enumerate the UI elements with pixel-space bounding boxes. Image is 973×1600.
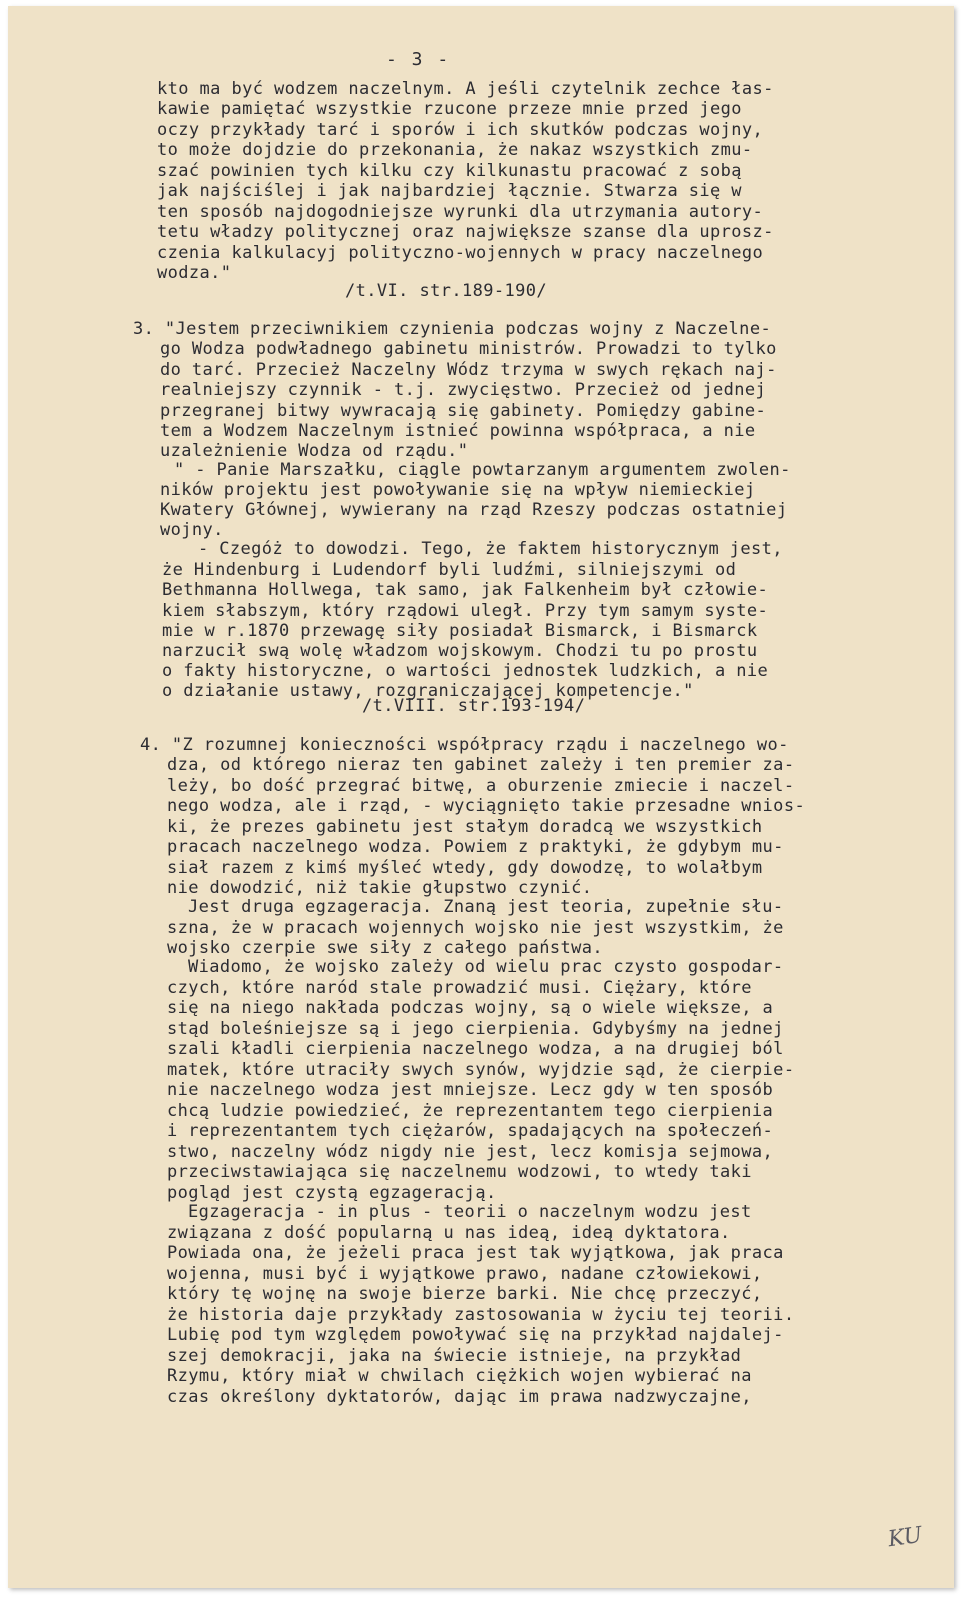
text-line: Egzageracja - in plus - teorii o naczelnym wodzu jest xyxy=(188,1202,752,1222)
text-line: stwo, naczelny wódz nigdy nie jest, lecz komisja sejmowa, xyxy=(167,1142,774,1162)
text-line: szać powinien tych kilku czy kilkunastu pracować z sobą xyxy=(157,161,742,181)
text-line: szna, że w pracach wojennych wojsko nie jest wszystkim, że xyxy=(167,918,784,938)
text-line: matek, które utraciły swych synów, wyjdzie sąd, że cierpie- xyxy=(167,1060,795,1080)
text-line: o fakty historyczne, o wartości jednostek ludzkich, a nie xyxy=(162,661,769,681)
text-line: wojenna, musi być i wyjątkowe prawo, nadane człowiekowi, xyxy=(167,1264,763,1284)
text-line: uzależnienie Wodza od rządu." xyxy=(160,441,469,461)
text-line: szali kładli cierpienia naczelnego wodza, a na drugiej ból xyxy=(167,1039,784,1059)
text-line: 4. "Z rozumnej konieczności współpracy rządu i naczelnego wo- xyxy=(140,735,789,755)
text-line: leży, bo dość przegrać bitwę, a oburzenie zmiecie i naczel- xyxy=(167,776,795,796)
text-line: przegranej bitwy wywracają się gabinety. Pomiędzy gabine- xyxy=(160,401,767,421)
text-line: Wiadomo, że wojsko zależy od wielu prac czysto gospodar- xyxy=(188,957,784,977)
text-line: szej demokracji, jaka na świecie istnieje, na przykład xyxy=(167,1346,742,1366)
text-line: pracach naczelnego wodza. Powiem z praktyki, że gdybym mu- xyxy=(167,837,784,857)
text-line: wojny. xyxy=(160,520,224,540)
text-line: /t.VIII. str.193-194/ xyxy=(362,696,586,716)
text-line: przeciwstawiająca się naczelnemu wodzowi, to wtedy taki xyxy=(167,1162,752,1182)
text-line: tetu władzy politycznej oraz największe szanse dla uprosz- xyxy=(157,222,774,242)
text-line: Bethmanna Hollwega, tak samo, jak Falkenheim był człowie- xyxy=(162,580,769,600)
text-line: go Wodza podwładnego gabinetu ministrów. Prowadzi to tylko xyxy=(160,339,777,359)
text-line: " - Panie Marszałku, ciągle powtarzanym argumentem zwolen- xyxy=(174,460,791,480)
text-line: 3. "Jestem przeciwnikiem czynienia podczas wojny z Naczelne- xyxy=(133,319,772,339)
text-line: o działanie ustawy, rozgraniczającej kompetencje." xyxy=(162,681,694,701)
text-line: stąd boleśniejsze są i jego cierpienia. Gdybyśmy na jednej xyxy=(167,1019,784,1039)
text-line: kawie pamiętać wszystkie rzucone przeze mnie przed jego xyxy=(157,99,742,119)
text-line: czenia kalkulacyj polityczno-wojennych w pracy naczelnego xyxy=(157,243,764,263)
text-line: nie naczelnego wodza jest mniejsze. Lecz gdy w ten sposób xyxy=(167,1080,774,1100)
text-line: że Hindenburg i Ludendorf byli ludźmi, silniejszymi od xyxy=(162,560,737,580)
text-line: wodza." xyxy=(157,263,232,283)
text-line: dza, od którego nieraz ten gabinet zależy i ten premier za- xyxy=(167,755,795,775)
text-line: kiem słabszym, który rządowi uległ. Przy tym samym syste- xyxy=(162,601,769,621)
text-line: narzucił swą wolę władzom wojskowym. Chodzi tu po prostu xyxy=(162,641,758,661)
text-line: pogląd jest czystą egzageracją. xyxy=(167,1183,497,1203)
text-line: Jest druga egzageracja. Znaną jest teoria, zupełnie słu- xyxy=(188,897,784,917)
text-line: oczy przykłady tarć i sporów i ich skutków podczas wojny, xyxy=(157,120,764,140)
text-line: /t.VI. str.189-190/ xyxy=(345,281,548,301)
text-line: do tarć. Przecież Naczelny Wódz trzyma w swych rękach naj- xyxy=(160,360,777,380)
text-line: kto ma być wodzem naczelnym. A jeśli czytelnik zechce łas- xyxy=(157,79,774,99)
text-line: Rzymu, który miał w chwilach ciężkich wojen wybierać na xyxy=(167,1366,752,1386)
text-line: ten sposób najdogodniejsze wyrunki dla utrzymania autory- xyxy=(157,202,764,222)
text-line: Powiada ona, że jeżeli praca jest tak wyjątkowa, jak praca xyxy=(167,1243,784,1263)
text-line: tem a Wodzem Naczelnym istnieć powinna współpraca, a nie xyxy=(160,421,756,441)
text-line: realniejszy czynnik - t.j. zwycięstwo. Przecież od jednej xyxy=(160,380,767,400)
text-line: który tę wojnę na swoje bierze barki. Nie chcę przeczyć, xyxy=(167,1284,763,1304)
text-line: Lubię pod tym względem powoływać się na przykład najdalej- xyxy=(167,1325,784,1345)
text-line: i reprezentantem tych ciężarów, spadających na społeczeń- xyxy=(167,1121,774,1141)
text-line: związana z dość popularną u nas ideą, ideą dyktatora. xyxy=(167,1223,731,1243)
page-number: - 3 - xyxy=(386,49,451,70)
text-line: nie dowodzić, niż takie głupstwo czynić. xyxy=(167,878,593,898)
text-line: mie w r.1870 przewagę siły posiadał Bismarck, i Bismarck xyxy=(162,621,758,641)
text-line: siał razem z kimś myśleć wtedy, gdy dowodzę, to wolałbym xyxy=(167,858,763,878)
text-line: że historia daje przykłady zastosowania w życiu tej teorii. xyxy=(167,1305,795,1325)
text-line: chcą ludzie powiedzieć, że reprezentantem tego cierpienia xyxy=(167,1101,774,1121)
typed-text-body xyxy=(8,6,954,1588)
document-page xyxy=(8,6,954,1588)
text-line: ki, że prezes gabinetu jest stałym doradcą we wszystkich xyxy=(167,817,763,837)
text-line: czas określony dyktatorów, dając im prawa nadzwyczajne, xyxy=(167,1387,752,1407)
text-line: Kwatery Głównej, wywierany na rząd Rzeszy podczas ostatniej xyxy=(160,500,788,520)
text-line: ników projektu jest powoływanie się na wpływ niemieckiej xyxy=(160,480,756,500)
handwritten-initials: KU xyxy=(886,1522,924,1553)
text-line: się na niego nakłada podczas wojny, są o wiele większe, a xyxy=(167,998,774,1018)
text-line: jak najściślej i jak najbardziej łącznie. Stwarza się w xyxy=(157,181,742,201)
text-line: nego wodza, ale i rząd, - wyciągnięto takie przesadne wnios- xyxy=(167,796,806,816)
text-line: to może dojdzie do przekonania, że nakaz wszystkich zmu- xyxy=(157,140,753,160)
text-line: wojsko czerpie swe siły z całego państwa. xyxy=(167,938,604,958)
text-line: czych, które naród stale prowadzić musi. Ciężary, które xyxy=(167,978,752,998)
text-line: - Czegóż to dowodzi. Tego, że faktem historycznym jest, xyxy=(198,539,783,559)
